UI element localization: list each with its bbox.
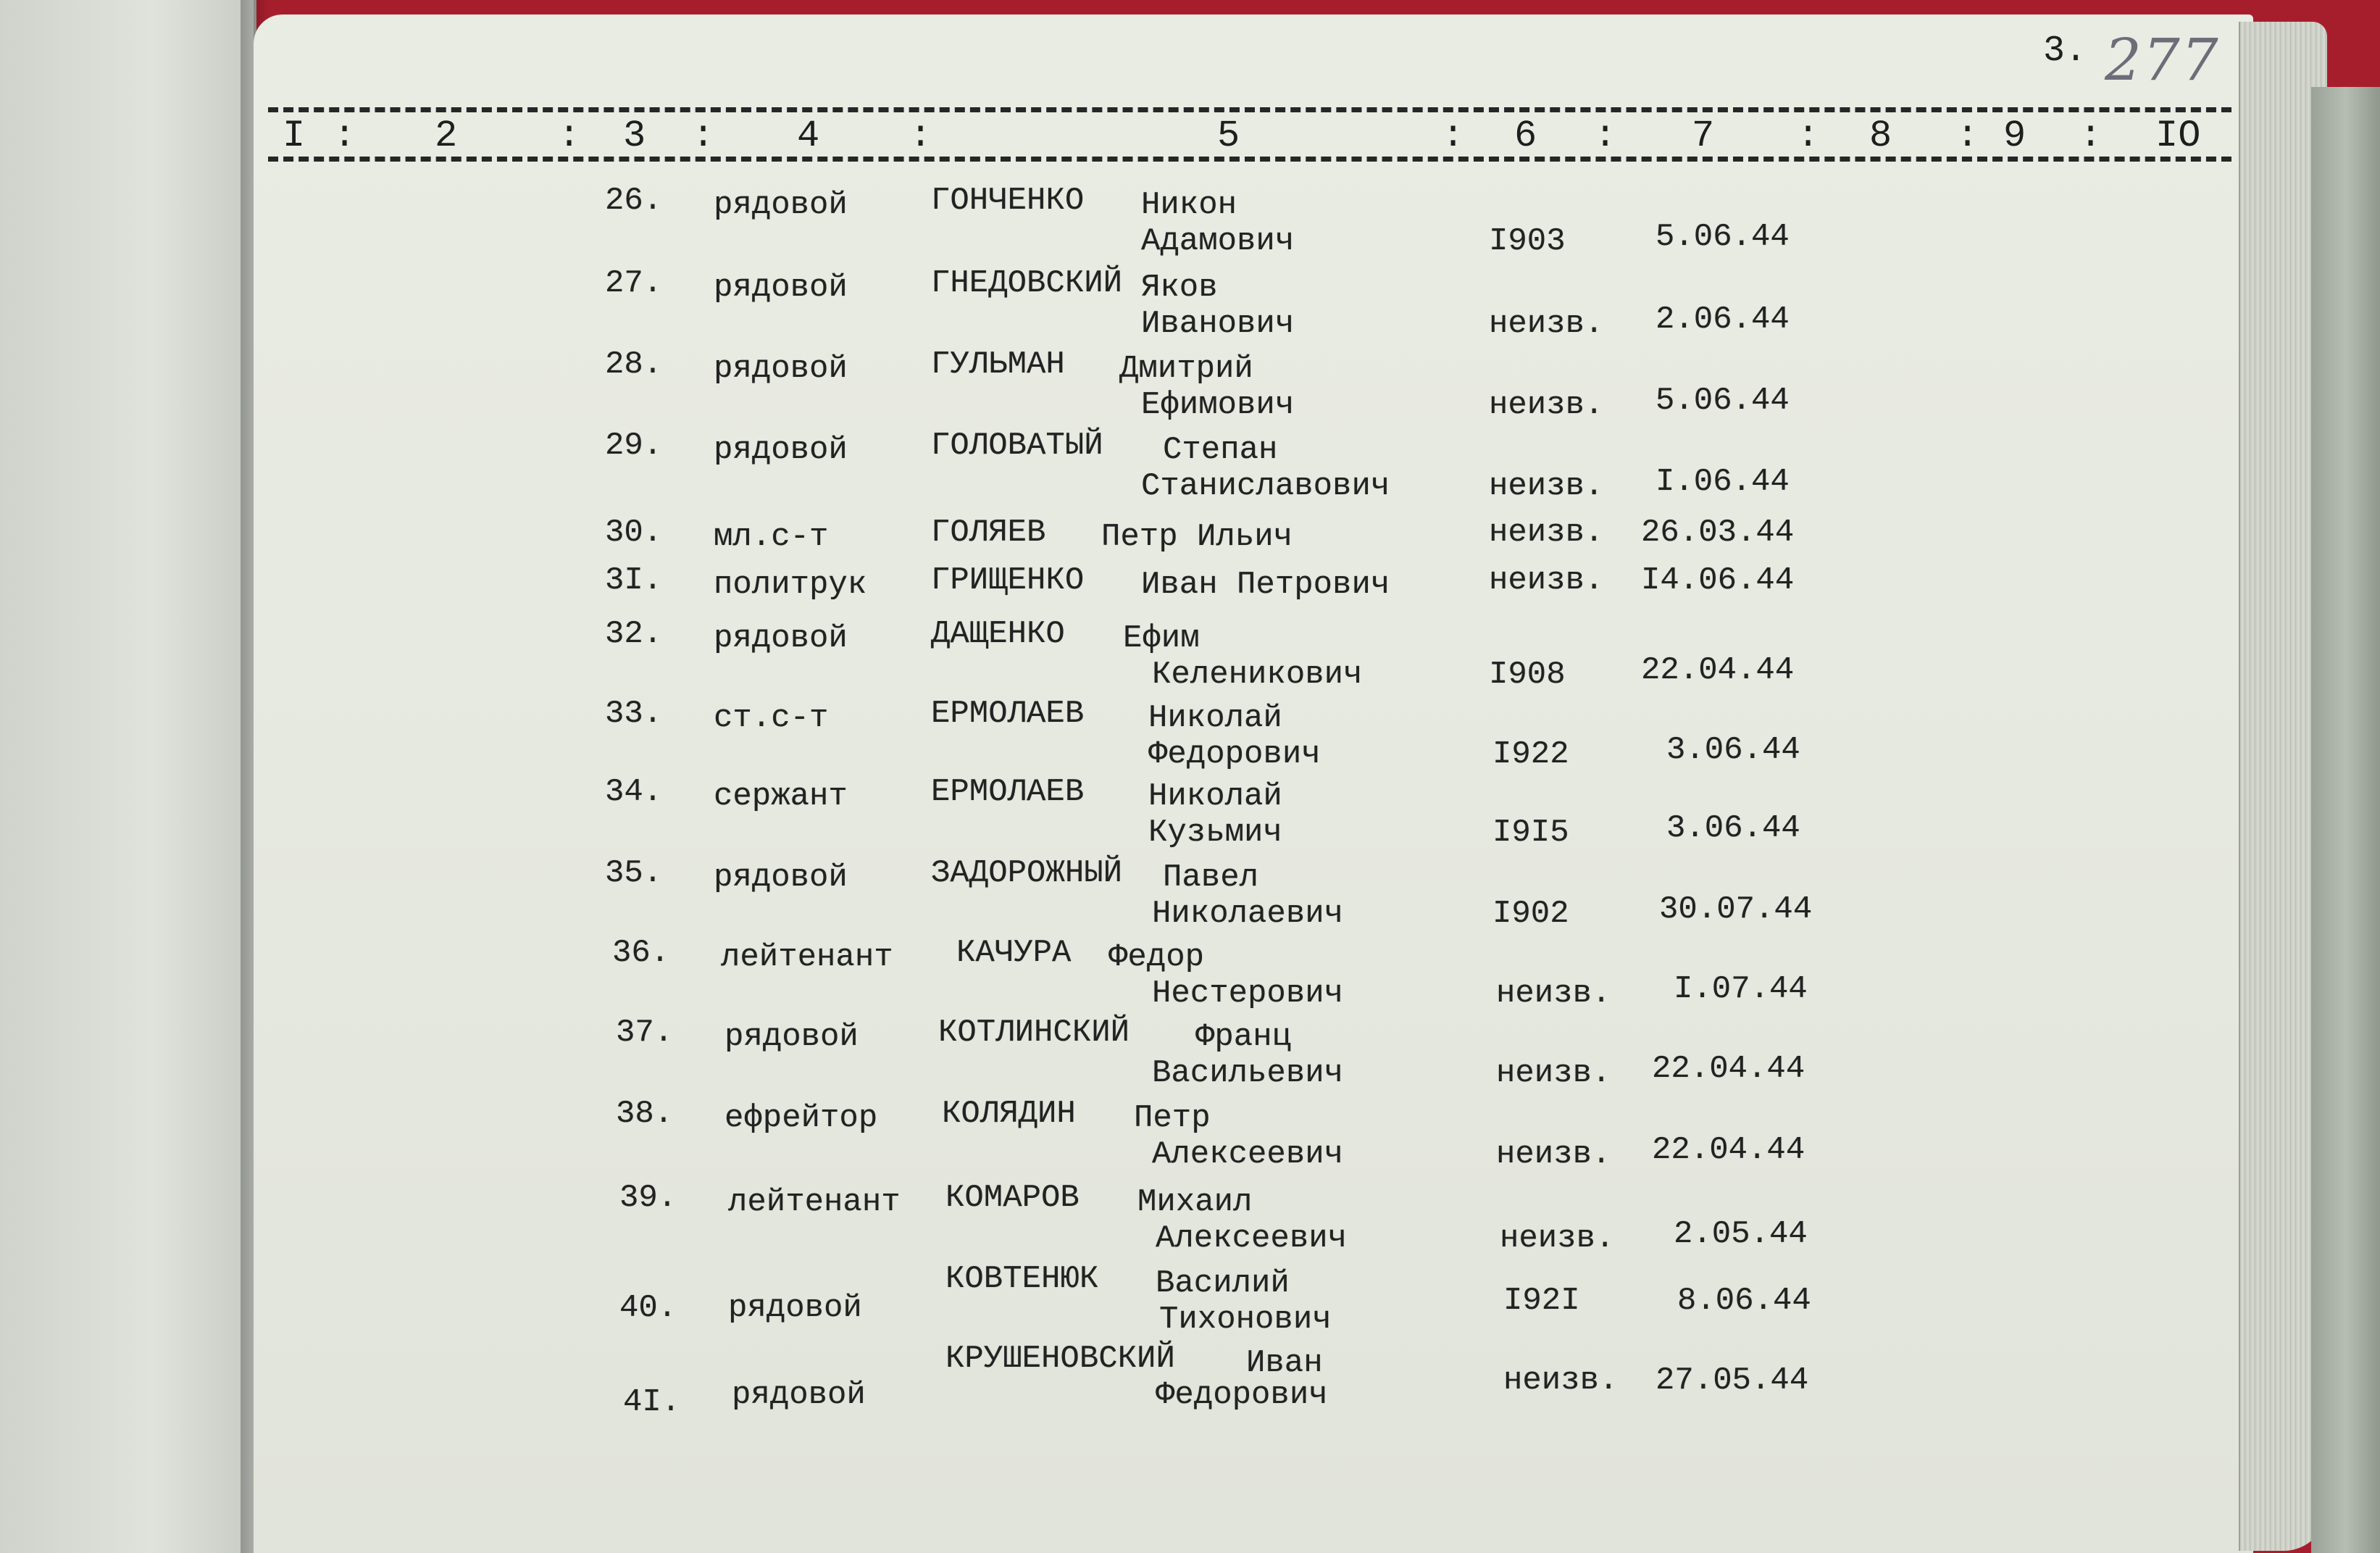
row-given-name: Иван	[1246, 1345, 1323, 1381]
column-header-7: 7	[1692, 115, 1715, 157]
row-number: 28.	[605, 346, 663, 383]
row-birth-year: I92I	[1503, 1283, 1580, 1319]
row-patronymic: Николаевич	[1152, 896, 1344, 932]
row-date: I.06.44	[1655, 464, 1790, 500]
row-date: 22.04.44	[1652, 1132, 1805, 1168]
row-birth-year: I903	[1489, 223, 1566, 259]
row-date: 3.06.44	[1666, 810, 1800, 846]
table-row	[0, 1341, 2380, 1420]
row-rank: рядовой	[714, 620, 848, 657]
row-date: 26.03.44	[1641, 515, 1795, 551]
column-header-5: 5	[1217, 115, 1240, 157]
row-number: 26.	[605, 183, 663, 219]
row-number: 32.	[605, 616, 663, 652]
row-given-name: Степан	[1163, 432, 1278, 468]
row-number: 39.	[619, 1180, 677, 1216]
row-given-name: Петр Ильич	[1101, 519, 1293, 555]
row-date: 5.06.44	[1655, 383, 1790, 419]
row-patronymic: Федорович	[1156, 1377, 1328, 1413]
row-surname: КОТЛИНСКИЙ	[938, 1015, 1130, 1051]
row-birth-year: неизв.	[1496, 1136, 1611, 1173]
row-rank: рядовой	[732, 1377, 866, 1413]
table-row	[0, 346, 2380, 426]
row-given-name: Павел	[1163, 859, 1259, 896]
row-number: 38.	[616, 1096, 674, 1132]
row-date: I4.06.44	[1641, 562, 1795, 599]
row-rank: рядовой	[714, 187, 848, 223]
row-date: 5.06.44	[1655, 219, 1790, 255]
row-rank: рядовой	[728, 1290, 862, 1326]
column-header-1: I	[283, 115, 306, 157]
row-surname: КОВТЕНЮК	[945, 1261, 1099, 1297]
row-given-name: Николай	[1148, 778, 1282, 815]
page-number: 3.	[2043, 30, 2087, 72]
row-given-name: Иван Петрович	[1141, 567, 1390, 603]
row-birth-year: неизв.	[1489, 468, 1604, 504]
row-given-name: Никон	[1141, 187, 1237, 223]
column-separator: :	[333, 115, 356, 157]
header-rule-top	[268, 107, 2231, 112]
row-number: 29.	[605, 428, 663, 464]
column-header-10: IO	[2155, 115, 2201, 157]
column-header-9: 9	[2003, 115, 2026, 157]
header-rule-bottom	[268, 157, 2231, 162]
row-surname: ГУЛЬМАН	[931, 346, 1065, 383]
row-surname: КОЛЯДИН	[942, 1096, 1076, 1132]
column-separator: :	[2079, 115, 2103, 157]
row-number: 27.	[605, 265, 663, 301]
table-row	[0, 1261, 2380, 1341]
row-rank: рядовой	[714, 432, 848, 468]
table-row	[0, 428, 2380, 507]
row-surname: ЗАДОРОЖНЫЙ	[931, 855, 1123, 891]
row-surname: ГОНЧЕНКО	[931, 183, 1085, 219]
row-patronymic: Алексеевич	[1156, 1220, 1348, 1257]
row-birth-year: неизв.	[1489, 562, 1604, 599]
row-given-name: Василий	[1156, 1265, 1290, 1302]
column-separator: :	[1797, 115, 1820, 157]
row-rank: рядовой	[714, 859, 848, 896]
row-given-name: Федор	[1108, 939, 1205, 975]
row-date: 3.06.44	[1666, 732, 1800, 768]
table-row	[0, 696, 2380, 775]
row-date: 27.05.44	[1655, 1362, 1809, 1399]
table-row	[0, 616, 2380, 696]
row-given-name: Петр	[1134, 1100, 1211, 1136]
table-row	[0, 1015, 2380, 1094]
row-surname: ГНЕДОВСКИЙ	[931, 265, 1123, 301]
row-patronymic: Нестерович	[1152, 975, 1344, 1012]
row-date: 22.04.44	[1652, 1051, 1805, 1087]
column-header-8: 8	[1869, 115, 1892, 157]
row-surname: ЕРМОЛАЕВ	[931, 774, 1085, 810]
column-header-2: 2	[435, 115, 458, 157]
row-date: 2.05.44	[1674, 1216, 1808, 1252]
row-patronymic: Ефимович	[1141, 387, 1295, 423]
row-date: 22.04.44	[1641, 652, 1795, 688]
row-date: 2.06.44	[1655, 301, 1790, 338]
row-number: 34.	[605, 774, 663, 810]
table-row	[0, 935, 2380, 1015]
row-rank: сержант	[714, 778, 848, 815]
row-rank: мл.с-т	[714, 519, 829, 555]
row-given-name: Николай	[1148, 700, 1282, 736]
row-patronymic: Келеникович	[1152, 657, 1363, 693]
row-birth-year: I922	[1492, 736, 1569, 773]
row-surname: КРУШЕНОВСКИЙ	[945, 1341, 1175, 1377]
column-header-4: 4	[797, 115, 820, 157]
row-given-name: Франц	[1195, 1019, 1292, 1055]
row-surname: ГРИЩЕНКО	[931, 562, 1085, 599]
row-birth-year: I908	[1489, 657, 1566, 693]
row-rank: лейтенант	[721, 939, 893, 975]
row-date: 30.07.44	[1659, 891, 1813, 928]
row-number: 35.	[605, 855, 663, 891]
row-patronymic: Васильевич	[1152, 1055, 1344, 1091]
table-row	[0, 1180, 2380, 1260]
row-birth-year: неизв.	[1489, 306, 1604, 342]
row-rank: лейтенант	[728, 1184, 901, 1220]
row-rank: ефрейтор	[725, 1100, 878, 1136]
column-separator: :	[692, 115, 715, 157]
table-row	[0, 855, 2380, 935]
column-separator: :	[909, 115, 932, 157]
row-birth-year: неизв.	[1489, 387, 1604, 423]
row-date: I.07.44	[1674, 971, 1808, 1007]
row-birth-year: неизв.	[1503, 1362, 1619, 1399]
row-rank: ст.с-т	[714, 700, 829, 736]
column-header-3: 3	[623, 115, 646, 157]
row-given-name: Яков	[1141, 270, 1218, 306]
column-separator: :	[1442, 115, 1465, 157]
row-patronymic: Тихонович	[1159, 1302, 1332, 1338]
row-patronymic: Адамович	[1141, 223, 1295, 259]
row-patronymic: Иванович	[1141, 306, 1295, 342]
row-birth-year: неизв.	[1500, 1220, 1615, 1257]
row-given-name: Дмитрий	[1119, 351, 1253, 387]
row-patronymic: Станиславович	[1141, 468, 1390, 504]
table-row	[0, 1096, 2380, 1175]
row-surname: КАЧУРА	[956, 935, 1072, 971]
row-patronymic: Алексеевич	[1152, 1136, 1344, 1173]
row-number: 4I.	[623, 1384, 681, 1420]
column-header-6: 6	[1514, 115, 1537, 157]
row-birth-year: неизв.	[1489, 515, 1604, 551]
row-number: 3I.	[605, 562, 663, 599]
row-number: 37.	[616, 1015, 674, 1051]
row-number: 36.	[612, 935, 670, 971]
row-surname: ГОЛЯЕВ	[931, 515, 1046, 551]
column-separator: :	[1594, 115, 1617, 157]
row-rank: рядовой	[725, 1019, 859, 1055]
row-surname: ГОЛОВАТЫЙ	[931, 428, 1103, 464]
row-birth-year: неизв.	[1496, 975, 1611, 1012]
table-row	[0, 183, 2380, 262]
table-row	[0, 265, 2380, 345]
column-separator: :	[1956, 115, 1979, 157]
row-number: 40.	[619, 1290, 677, 1326]
row-number: 33.	[605, 696, 663, 732]
row-birth-year: I9I5	[1492, 815, 1569, 851]
row-date: 8.06.44	[1677, 1283, 1811, 1319]
row-surname: ЕРМОЛАЕВ	[931, 696, 1085, 732]
row-given-name: Михаил	[1137, 1184, 1253, 1220]
row-surname: ДАЩЕНКО	[931, 616, 1065, 652]
row-rank: рядовой	[714, 351, 848, 387]
row-number: 30.	[605, 515, 663, 551]
row-rank: политрук	[714, 567, 867, 603]
column-separator: :	[558, 115, 581, 157]
row-patronymic: Федорович	[1148, 736, 1321, 773]
row-surname: КОМАРОВ	[945, 1180, 1080, 1216]
row-patronymic: Кузьмич	[1148, 815, 1282, 851]
row-given-name: Ефим	[1123, 620, 1200, 657]
row-rank: рядовой	[714, 270, 848, 306]
row-birth-year: неизв.	[1496, 1055, 1611, 1091]
table-row	[0, 774, 2380, 854]
row-birth-year: I902	[1492, 896, 1569, 932]
archive-page-number: 277	[2105, 26, 2220, 93]
